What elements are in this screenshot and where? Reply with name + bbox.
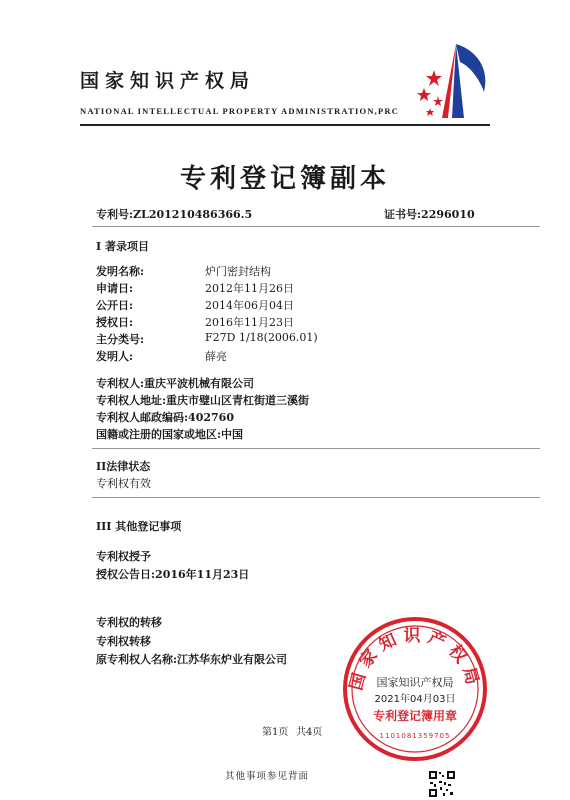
document-title: 专利登记簿副本 xyxy=(179,164,390,194)
divider xyxy=(92,226,540,227)
seal-serial: 1101081359705 xyxy=(379,732,451,740)
official-seal xyxy=(340,614,490,764)
section-heading: III 其他登记事项 xyxy=(96,520,182,533)
field-label: 公开日: xyxy=(96,299,134,312)
former-holder: 原专利权人名称:江苏华东炉业有限公司 xyxy=(96,653,288,666)
patent-holder: 专利权人:重庆平波机械有限公司 xyxy=(96,377,255,390)
divider xyxy=(92,497,540,498)
field-label: 主分类号: xyxy=(96,333,145,346)
page-total: 共4页 xyxy=(296,727,323,738)
field-label: 发明人: xyxy=(96,350,134,363)
cnipa-logo-icon xyxy=(404,40,496,122)
footer-note: 其他事项参见背面 xyxy=(225,771,310,782)
certificate-number: 证书号:2296010 xyxy=(384,208,475,221)
field-label: 发明名称: xyxy=(96,265,145,278)
grant-heading: 专利权授予 xyxy=(96,550,151,563)
legal-status: 专利权有效 xyxy=(96,477,151,490)
holder-postcode: 专利权人邮政编码:402760 xyxy=(96,411,234,424)
org-name-en: NATIONAL INTELLECTUAL PROPERTY ADMINISTRATION,PRC xyxy=(80,106,400,116)
holder-country: 国籍或注册的国家或地区:中国 xyxy=(96,428,244,441)
grant-date: 授权公告日:2016年11月23日 xyxy=(96,568,250,581)
field-value: 2014年06月04日 xyxy=(205,299,294,312)
section-heading: I 著录项目 xyxy=(96,240,149,253)
section-heading: II法律状态 xyxy=(96,460,151,473)
seal-line-1: 国家知识产权局 xyxy=(376,676,454,689)
page-number: 第1页 xyxy=(262,727,289,738)
transfer-heading: 专利权的转移 xyxy=(96,616,162,629)
org-name-cn: 国家知识产权局 xyxy=(80,70,256,92)
qr-code-icon xyxy=(428,770,456,798)
field-value: 2012年11月26日 xyxy=(205,282,294,295)
field-value: 薛亮 xyxy=(205,350,227,363)
seal-line-3: 专利登记簿用章 xyxy=(372,709,458,723)
field-value: 炉门密封结构 xyxy=(205,265,271,278)
divider xyxy=(92,448,540,449)
seal-line-2: 2021年04月03日 xyxy=(374,694,456,705)
field-label: 授权日: xyxy=(96,316,134,329)
holder-address: 专利权人地址:重庆市璧山区青杠街道三溪街 xyxy=(96,394,310,407)
patent-number: 专利号:ZL201210486366.5 xyxy=(96,208,253,221)
header-divider xyxy=(80,124,490,126)
field-label: 申请日: xyxy=(96,282,134,295)
field-value: 2016年11月23日 xyxy=(205,316,294,329)
transfer-sub: 专利权转移 xyxy=(96,635,151,648)
seal-outer-text: 国家知识产权局 xyxy=(346,626,484,693)
field-value: F27D 1/18(2006.01) xyxy=(205,331,318,344)
